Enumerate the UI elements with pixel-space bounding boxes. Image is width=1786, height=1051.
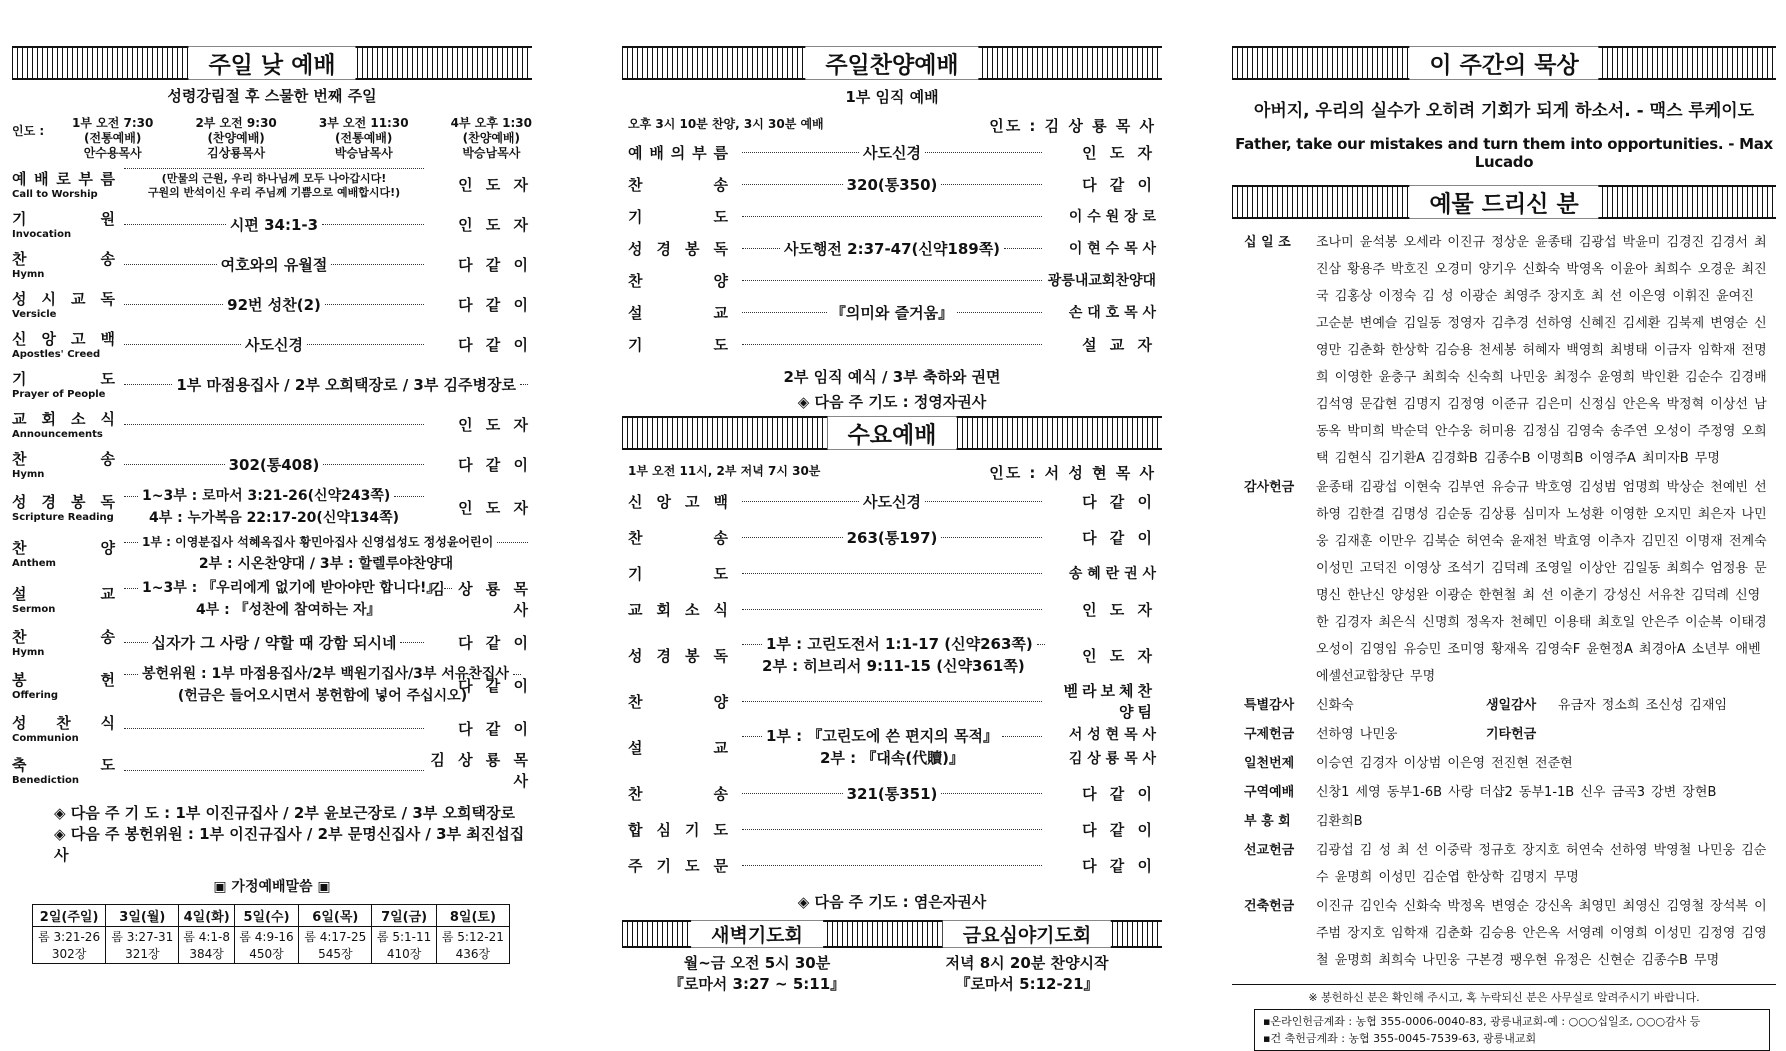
item-label (12, 288, 120, 320)
item-text-2: 4부 : 누가복음 22:17-20(신약134쪽) (148, 510, 400, 526)
item-label-ko: 성 경 봉 독 (12, 493, 120, 511)
item-content (120, 334, 428, 355)
service-item (12, 445, 532, 483)
item-text: 321(통351) (846, 784, 938, 803)
service-item (628, 328, 1156, 360)
friday-text: 『로마서 5:12-21』 (955, 975, 1099, 993)
item-label-en: Call to Worship (12, 189, 98, 200)
item-leader: 다 같 이 (1082, 784, 1156, 803)
service-item (12, 531, 532, 575)
leader-time: 4부 오후 1:30 (450, 116, 532, 130)
offering-type: 선교헌금 (1244, 843, 1295, 858)
item-content (738, 142, 1046, 163)
item-leader: 김 상 룡 목 사 (430, 580, 532, 619)
dawn-prayer (622, 920, 892, 994)
offering-group (1244, 893, 1770, 974)
item-label (12, 208, 120, 240)
leader-name: 김상룡목사 (207, 146, 266, 160)
item-content (120, 728, 428, 729)
bible-schedule-table (32, 904, 510, 964)
item-label-en: Invocation (12, 229, 72, 240)
verse-cell: 롬 3:27-31 321장 (106, 927, 179, 964)
wed-next: ◈ 다음 주 기도 : 염은자권사 (797, 893, 987, 911)
item-label-ko: 설 교 (12, 585, 120, 603)
service-item (628, 627, 1156, 683)
leader-type: (찬양예배) (462, 131, 520, 145)
service-item (12, 245, 532, 283)
offering-group (1244, 692, 1770, 719)
offering-type: 일천번제 (1244, 756, 1295, 771)
offering-type: 구제헌금 (1244, 727, 1295, 742)
offering-names: 윤종태 김광섭 이현숙 김부연 유승규 박호영 김성범 엄명희 박상순 천예빈 선하영 김한결 김명성 김순동 김상룡 심미자 노성환 이영한 오지민 최은자 나민웅 김재훈 이만우 김북순 허연숙 윤재천 박효영 이추자 김민진 이명재 전계숙 이성민 고덕진 이영상 조석기 김덕례 조영일 이상안 김일동 최희수 엄정용 문명신 한난신 양성완 이광순 한현철 최 선 이춘기 강성신 서유찬 김덕례 신영한 김경자 최은식 신명희 정옥자 천혜민 이용태 최호일 안은주 이순복 이태경 오성이 김영임 유승민 조미영 황재옥 김영숙F 윤현정A 최경아A 소년부 애벤에셀선교합창단 무명 (1316, 480, 1767, 684)
item-leader: 벧라보체찬양팀 (1063, 682, 1156, 721)
service-item (628, 519, 1156, 555)
item-leader: 다 같 이 (458, 676, 532, 695)
service-item (12, 709, 532, 747)
item-content (738, 344, 1046, 345)
item-content (738, 491, 1046, 512)
service-item (628, 136, 1156, 168)
item-label-en: Scripture Reading (12, 512, 114, 523)
section-title: 주일 낮 예배 (188, 47, 355, 80)
item-text: 92번 성찬(2) (227, 295, 321, 314)
item-text: 1부 : 고린도전서 1:1-17 (신약263쪽) (766, 635, 1033, 653)
offering-list (1232, 229, 1776, 974)
item-leader: 인 도 자 (458, 175, 532, 194)
item-text-2: 4부 : 『성찬에 참여하는 자』 (195, 602, 381, 618)
offering-names: 조나미 윤석봉 오세라 이진규 정상운 윤종태 김광섭 박윤미 김경진 김경서 최진삼 황용주 박호진 오경미 양기우 신화숙 박영옥 이윤아 최희수 오경운 최진국 김홍상 이정숙 김 성 이광순 최영주 장지호 최 선 이은영 이휘진 윤여진 고순분 변예슬 김일동 정영자 김추경 선하영 신혜진 김세환 김북제 변영순 신영만 김춘화 한상학 김승용 천세봉 허혜자 백영희 최병태 이금자 임학재 전명희 이영한 윤충구 최희숙 신숙희 나민웅 최정수 윤영희 박인환 김순수 김경배 김석영 문갑현 김명지 김정영 이준규 김은미 신정심 안은옥 박정혁 이상선 남동옥 박미희 박순덕 안수웅 허미용 김정심 김영숙 송주연 오성이 주정영 오희택 김현식 김기환A 김경화B 김종수B 이명희B 이영주A 최미자B 무명 (1316, 235, 1767, 466)
service-item (12, 623, 532, 661)
offering-group (1244, 808, 1770, 835)
leader-block (319, 116, 409, 161)
item-text: 302(통408) (228, 455, 320, 474)
footer-notes (1232, 984, 1776, 1051)
item-label: 기 도 (628, 207, 728, 226)
wed-time-row (622, 462, 1162, 483)
item-label-ko: 신 앙 고 백 (12, 330, 120, 348)
leader-name: 박승남목사 (334, 146, 393, 160)
item-label: 성 경 봉 독 (628, 646, 728, 665)
note: ※ 봉헌하신 분은 확인해 주시고, 혹 누락되신 분은 사무실로 알려주시기 바랍니다. (1308, 991, 1700, 1004)
item-label-ko: 기 도 (12, 370, 120, 388)
item-content (120, 424, 428, 425)
service-item (628, 264, 1156, 296)
item-leader: 다 같 이 (1082, 528, 1156, 547)
sunday-worship-column (12, 46, 532, 964)
item-label-en: Hymn (12, 647, 45, 658)
item-leader: 인 도 자 (1082, 646, 1156, 665)
offering-group (1244, 779, 1770, 806)
item-label-en: Communion (12, 733, 79, 744)
item-text: 사도행전 2:37-47(신약189쪽) (783, 239, 1001, 258)
item-content (738, 302, 1046, 323)
building-account: ▪건 축헌금계좌 : 농협 355-0045-7539-63, 광릉내교회 (1263, 1032, 1537, 1045)
item-content (120, 632, 428, 653)
item-label-ko: 봉 헌 (12, 671, 120, 689)
service-item (12, 663, 532, 707)
service-item (628, 296, 1156, 328)
item-label (12, 754, 120, 786)
item-content (120, 454, 428, 475)
friday-prayer (892, 920, 1162, 994)
item-content (738, 725, 1046, 769)
item-text: 사도신경 (245, 335, 303, 354)
service-item (12, 485, 532, 529)
item-leader: 인 도 자 (458, 215, 532, 234)
service-item (12, 749, 532, 791)
offering-names: 김환희B (1316, 814, 1363, 829)
item-label-ko: 교 회 소 식 (12, 410, 120, 428)
item-text-2: 2부 : 히브리서 9:11-15 (신약361쪽) (762, 657, 1025, 675)
dawn-title: 새벽기도회 (691, 921, 823, 948)
item-leader: 다 같 이 (1082, 856, 1156, 875)
item-label-en: Benediction (12, 775, 80, 786)
item-text: 여호와의 유월절 (220, 255, 328, 274)
item-leader: 다 같 이 (458, 255, 532, 274)
service-item (628, 847, 1156, 883)
item-content (738, 280, 1046, 281)
item-label (12, 328, 120, 360)
day-cell: 8일(토) (436, 905, 509, 927)
leader-time: 3부 오전 11:30 (318, 116, 409, 130)
item-content (738, 865, 1046, 866)
next-prayer: ◈ 다음 주 기 도 : 1부 이진규집사 / 2부 윤보근장로 / 3부 오희택장로 (54, 804, 515, 822)
service-item (628, 555, 1156, 591)
item-leader: 다 같 이 (458, 719, 532, 738)
item-leader: 다 같 이 (1082, 820, 1156, 839)
item-content (120, 577, 441, 621)
day-cell: 6일(목) (299, 905, 372, 927)
item-leader: 인 도 자 (1082, 143, 1156, 162)
item-label-en: Announcements (12, 429, 103, 440)
item-label (12, 448, 120, 480)
offering-names: 선하영 나민웅 기타헌금 (1316, 727, 1537, 742)
offering-group (1244, 229, 1770, 472)
item-leader: 다 같 이 (458, 455, 532, 474)
item-text: 1~3부 : 『우리에게 없기에 받아야만 합니다!』 (142, 580, 441, 596)
item-label-en: Sermon (12, 604, 56, 615)
item-label: 기 도 (628, 335, 728, 354)
service-item (12, 285, 532, 323)
item-label: 설 교 (628, 738, 728, 757)
service-item (12, 205, 532, 243)
item-content (120, 294, 428, 315)
leader-type: (찬양예배) (207, 131, 265, 145)
item-label (12, 248, 120, 280)
service-item (628, 232, 1156, 264)
offering-group (1244, 474, 1770, 690)
item-label-en: Versicle (12, 309, 57, 320)
service-item (12, 577, 532, 621)
dawn-text: 『로마서 3:27 ~ 5:11』 (668, 975, 846, 993)
item-label-en: Hymn (12, 469, 45, 480)
verse-cell: 롬 4:9-16 450장 (234, 927, 298, 964)
item-content (738, 174, 1046, 195)
account-box (1254, 1009, 1770, 1051)
service-item (12, 365, 532, 403)
item-content (738, 216, 1046, 217)
next-prayer: ◈ 다음 주 기도 : 정영자권사 (797, 393, 987, 411)
item-label-ko: 성 찬 식 (12, 714, 120, 732)
item-text: 십자가 그 사랑 / 약할 때 강함 되시네 (151, 633, 397, 652)
leader-name: 박승남목사 (462, 146, 521, 160)
offering-type: 십 일 조 (1244, 235, 1291, 250)
item-label (12, 583, 120, 615)
leader-block (72, 116, 153, 161)
service-item (628, 200, 1156, 232)
quote-english: Father, take our mistakes and turn them into opportunities. - Max Lucado (1235, 135, 1773, 171)
item-label (12, 712, 120, 744)
section-header (1232, 46, 1776, 80)
dawn-time: 월~금 오전 5시 30분 (683, 954, 831, 972)
leader-type: (전통예배) (84, 131, 142, 145)
item-label: 찬 송 (628, 175, 728, 194)
item-leader: 광릉내교회찬양대 (1047, 273, 1156, 289)
meditation-offering-column (1232, 46, 1776, 1051)
item-label: 신 앙 고 백 (628, 492, 728, 511)
item-text: 사도신경 (863, 143, 921, 162)
verse-cell: 롬 4:1-8 384장 (179, 927, 234, 964)
item-label-ko: 찬 송 (12, 450, 120, 468)
leader-name: 안수용목사 (83, 146, 142, 160)
item-label-ko: 축 도 (12, 756, 120, 774)
item-label-en: Apostles' Creed (12, 349, 101, 360)
item-label: 찬 양 (628, 692, 728, 711)
service-item (12, 165, 532, 203)
service-item (628, 591, 1156, 627)
day-cell: 4일(화) (179, 905, 234, 927)
friday-time: 저녁 8시 20분 찬양시작 (945, 954, 1109, 972)
item-label (12, 408, 120, 440)
item-leader: 이 현 수 목 사 (1068, 241, 1156, 257)
item-label (12, 168, 120, 200)
item-content (120, 214, 428, 235)
service-item (628, 683, 1156, 719)
item-leader: 이 수 원 장 로 (1068, 209, 1156, 225)
item-leader: 인 도 자 (458, 415, 532, 434)
item-text: 시편 34:1-3 (229, 215, 319, 234)
day-cell: 5일(수) (234, 905, 298, 927)
order-of-service (622, 136, 1162, 360)
item-content (738, 238, 1046, 259)
item-label (12, 491, 120, 523)
item-label (12, 626, 120, 658)
leader-type: (전통예배) (335, 131, 393, 145)
item-label (12, 537, 120, 569)
offering-type: 특별감사 (1244, 698, 1295, 713)
wed-time: 1부 오전 11시, 2부 저녁 7시 30분 (628, 464, 821, 478)
quote-korean: 아버지, 우리의 실수가 오히려 기회가 되게 하소서. - 맥스 루케이도 (1253, 101, 1755, 121)
item-label: 찬 양 (628, 271, 728, 290)
item-leader: 손 대 호 목 사 (1068, 305, 1156, 321)
item-text: 1부 마점용집사 / 2부 오희택장로 / 3부 김주병장로 (176, 375, 516, 394)
item-label: 예 배 의 부 름 (628, 143, 728, 162)
bible-title: ▣ 가정예배말씀 ▣ (213, 879, 331, 895)
offering-type: 감사헌금 (1244, 480, 1295, 495)
section-header (12, 46, 532, 80)
item-content (120, 531, 532, 575)
item-label-ko: 성 시 교 독 (12, 290, 120, 308)
offering-names: 신창1 세영 동부1-6B 사랑 더샵2 동부1-1B 신우 금곡3 강변 장현B (1316, 785, 1717, 800)
time-row (622, 115, 1162, 136)
item-text: 320(통350) (846, 175, 938, 194)
section-header (622, 46, 1162, 80)
item-text-2: (헌금은 들어오시면서 봉헌함에 넣어 주십시오) (177, 688, 468, 704)
service-item (12, 405, 532, 443)
day-cell: 3일(월) (106, 905, 179, 927)
item-leader: 송 혜 란 권 사 (1068, 566, 1156, 582)
next-week (12, 803, 532, 866)
subtitle: 1부 임직 예배 (845, 88, 939, 106)
item-content (738, 701, 1046, 702)
item-leader: 다 같 이 (458, 633, 532, 652)
leader-block (195, 116, 276, 161)
service-item (12, 325, 532, 363)
item-label: 찬 송 (628, 528, 728, 547)
item-label: 주 기 도 문 (628, 856, 728, 875)
offering-names: 이승연 김경자 이상범 이은영 전진현 전준현 (1316, 756, 1573, 771)
offering-group (1244, 721, 1770, 748)
service-time: 오후 3시 10분 찬양, 3시 30분 예배 (628, 117, 824, 131)
item-text: 263(통197) (846, 528, 938, 547)
item-text-2: 2부 : 『대속(代贖)』 (819, 749, 965, 767)
offering-type: 구역예배 (1244, 785, 1295, 800)
section-title: 주일찬양예배 (805, 47, 978, 80)
subtitle: 성령강림절 후 스물한 번째 주일 (167, 87, 377, 105)
section-title: 이 주간의 묵상 (1409, 47, 1598, 80)
item-text: 1부 : 이영분집사 석혜옥집사 황민아집사 신영섭성도 정성윤어린이 (142, 535, 494, 549)
item-label-ko: 찬 송 (12, 250, 120, 268)
item-label-en: Anthem (12, 558, 56, 569)
item-leader: 인 도 자 (1082, 600, 1156, 619)
leaders-list (72, 116, 532, 161)
offering-type: 건축헌금 (1244, 899, 1295, 914)
item-label-en: Offering (12, 690, 59, 701)
service-item (628, 719, 1156, 775)
item-label-ko: 찬 양 (12, 539, 120, 557)
afternoon-worship-column (622, 46, 1162, 994)
day-cell: 2일(주일) (33, 905, 106, 927)
item-content (738, 609, 1046, 610)
item-content (738, 527, 1046, 548)
item-text: 『의미와 즐거움』 (830, 303, 954, 322)
leader-block (451, 116, 532, 161)
leader-time: 2부 오전 9:30 (195, 116, 277, 130)
item-leader: 다 같 이 (458, 335, 532, 354)
wednesday-order (622, 483, 1162, 883)
item-label: 기 도 (628, 564, 728, 583)
verse-cell: 롬 3:21-26 302장 (33, 927, 106, 964)
wed-leader: 인도 : 서 성 현 목 사 (989, 464, 1156, 482)
item-text: 1부 : 『고린도에 쓴 편지의 목적』 (766, 727, 998, 745)
day-cell: 7일(금) (372, 905, 436, 927)
item-label (12, 669, 120, 701)
online-account: ▪온라인헌금계좌 : 농협 355-0006-0040-83, 광릉내교회-예 : ○○○십일조, ○○○감사 등 (1263, 1015, 1701, 1028)
offering-type: 부 흥 회 (1244, 814, 1291, 829)
leader-time: 1부 오전 7:30 (72, 116, 154, 130)
item-label: 성 경 봉 독 (628, 239, 728, 258)
part2: 2부 임직 예식 / 3부 축하와 권면 (783, 368, 1001, 386)
item-leader: 다 같 이 (1082, 175, 1156, 194)
offering-group (1244, 837, 1770, 891)
item-label-ko: 예 배 로 부 름 (12, 170, 120, 188)
item-label-ko: 기 원 (12, 210, 120, 228)
item-label-en: Prayer of People (12, 389, 106, 400)
service-item (628, 775, 1156, 811)
leader: 인도 : 김 상 룡 목 사 (989, 117, 1156, 135)
call-text: (만물의 근원, 우리 하나님께 모두 나아갑시다! 구원의 반석이신 우리 주님께 기쁨으로 예배합시다!) (147, 172, 401, 199)
gift-title: 예물 드리신 분 (1409, 186, 1598, 219)
item-leader: 서 성 현 목 사 김 상 룡 목 사 (1068, 727, 1156, 767)
next-offering: ◈ 다음 주 봉헌위원 : 1부 이진규집사 / 2부 문명신집사 / 3부 최진섭집사 (54, 825, 525, 864)
item-leader: 다 같 이 (458, 295, 532, 314)
wednesday-header (622, 416, 1162, 450)
verse-cell: 롬 5:1-11 410장 (372, 927, 436, 964)
item-text: 사도신경 (863, 492, 921, 511)
service-item (628, 168, 1156, 200)
item-text: 1~3부 : 로마서 3:21-26(신약243쪽) (142, 488, 391, 504)
item-content (738, 633, 1046, 677)
offering-group (1244, 750, 1770, 777)
item-label: 교 회 소 식 (628, 600, 728, 619)
wednesday-title: 수요예배 (828, 417, 957, 450)
order-of-service (12, 165, 532, 791)
item-leader: 인 도 자 (458, 498, 532, 517)
item-content (120, 770, 428, 771)
item-label: 설 교 (628, 303, 728, 322)
service-item (628, 483, 1156, 519)
item-label: 합 심 기 도 (628, 820, 728, 839)
friday-title: 금요심야기도회 (943, 921, 1111, 948)
leader-label: 인도 : (12, 124, 45, 138)
item-content (120, 374, 532, 395)
item-content (120, 254, 428, 275)
offering-names: 신화숙 생일감사 유금자 정소희 조신성 김재임 (1316, 698, 1728, 713)
item-leader: 설 교 자 (1082, 335, 1156, 354)
prayer-meetings (622, 920, 1162, 994)
item-label-ko: 찬 송 (12, 628, 120, 646)
gift-header (1232, 185, 1776, 219)
item-content (738, 829, 1046, 830)
item-label (12, 368, 120, 400)
item-content (120, 485, 428, 529)
item-content (120, 168, 428, 200)
item-text: 봉헌위원 : 1부 마점용집사/2부 백원기집사/3부 서유찬집사 (142, 666, 509, 682)
offering-names: 이진규 김인숙 신화숙 박정옥 변영순 강신옥 최영민 최영신 김영철 장석복 이주범 장지호 임학재 김춘화 김승용 안은옥 서영례 이영희 이성민 김정영 김영철 윤명희 최희숙 나민웅 구본경 팽우현 유정은 신현순 김종수B 무명 (1316, 899, 1767, 968)
item-label: 찬 송 (628, 784, 728, 803)
item-label-en: Hymn (12, 269, 45, 280)
service-item (628, 811, 1156, 847)
item-content (738, 573, 1046, 574)
item-text-2: 2부 : 시온찬양대 / 3부 : 할렐루야찬양대 (198, 556, 454, 572)
offering-names: 김광섭 김 성 최 선 이중락 정규호 장지호 허연숙 선하영 박영철 나민웅 김순수 윤명희 이성민 김순엽 한상학 김명지 무명 (1316, 843, 1767, 885)
leaders-row (12, 116, 532, 161)
verse-cell: 롬 5:12-21 436장 (436, 927, 509, 964)
item-leader: 다 같 이 (1082, 492, 1156, 511)
item-content (738, 783, 1046, 804)
verse-cell: 롬 4:17-25 545장 (299, 927, 372, 964)
item-leader: 김 상 룡 목 사 (430, 751, 532, 790)
